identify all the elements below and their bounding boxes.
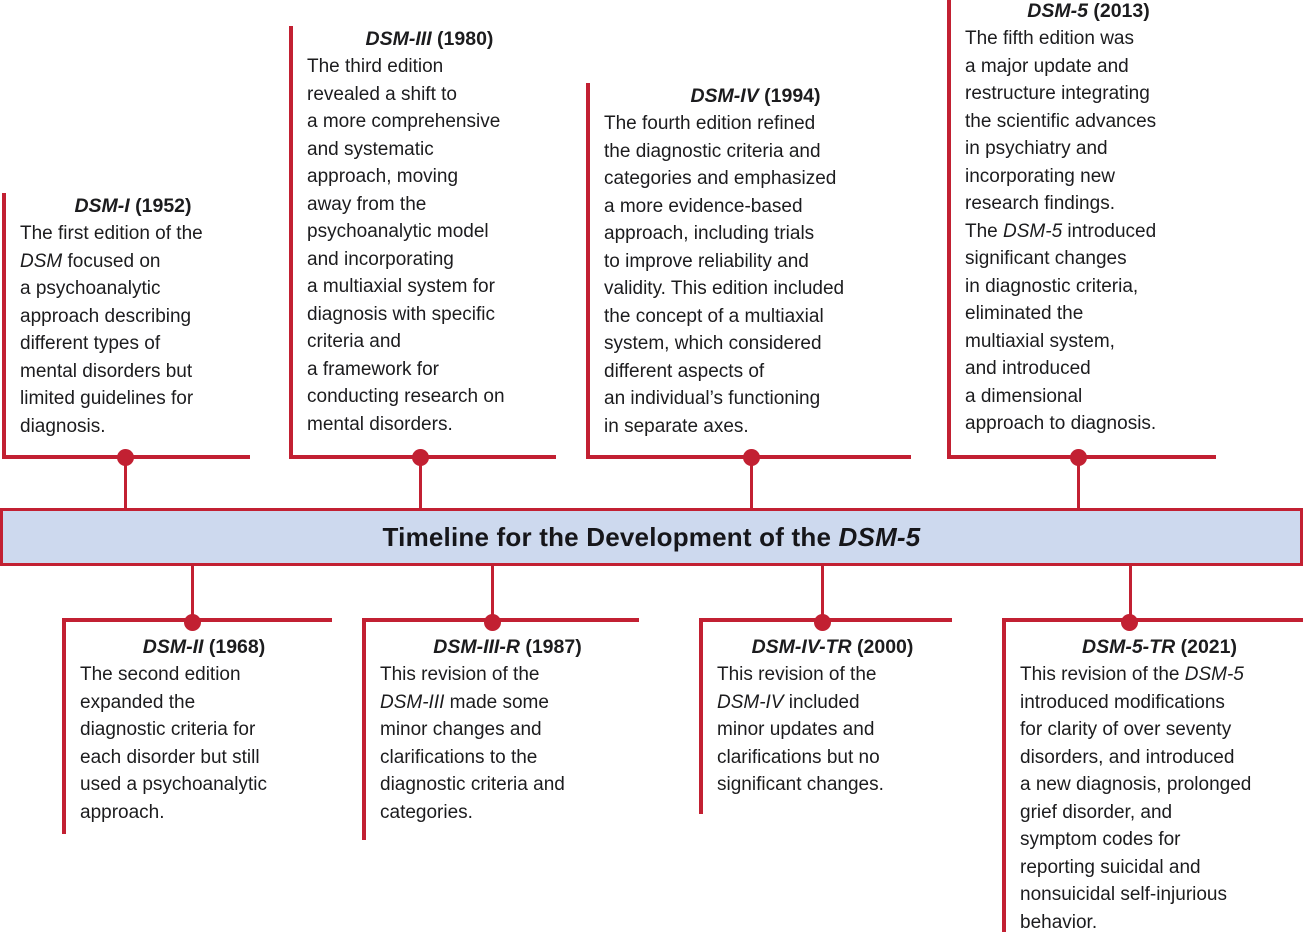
entry-title: DSM-5 (2013) (1027, 0, 1150, 22)
entry-body: This revision of the DSM-5 introduced modifications for clarity of over seventy disorders, and introduced a new diagnosis, prolonged grief disorder, and symptom codes for reporting suicidal and nonsuicidal self-injurious behavior. (1020, 664, 1252, 933)
timeline-dot (743, 449, 760, 466)
timeline-dot (412, 449, 429, 466)
timeline-dot (117, 449, 134, 466)
timeline-entry-dsm-i (2, 193, 250, 459)
banner-title: Timeline for the Development of the DSM-5 (382, 521, 921, 552)
connector-line (191, 563, 194, 621)
timeline-entry-dsm-5-tr (1002, 618, 1303, 932)
timeline-entry-dsm-iii-r (362, 618, 639, 840)
entry-body: This revision of the DSM-III made some minor changes and clarifications to the diagnostic criteria and categories. (380, 664, 565, 823)
connector-line (491, 563, 494, 621)
entry-title: DSM-I (1952) (74, 195, 192, 217)
timeline-entry-dsm-iii (289, 26, 556, 459)
timeline-entry-dsm-ii (62, 618, 332, 834)
timeline-dot (1070, 449, 1087, 466)
entry-title: DSM-5-TR (2021) (1082, 636, 1237, 658)
entry-body: The fifth edition was a major update and restructure integrating the scientific advances in psychiatry and incorporating new research findings. The DSM-5 introduced significant changes in diagnostic criteria, eliminated the multiaxial system, and introduced a dimensional approach to diagnosis. (965, 28, 1157, 434)
entry-title: DSM-III-R (1987) (433, 636, 582, 658)
timeline-entry-dsm-iv-tr (699, 618, 952, 814)
entry-title: DSM-IV-TR (2000) (751, 636, 914, 658)
entry-title: DSM-II (1968) (142, 636, 266, 658)
entry-title: DSM-IV (1994) (690, 85, 821, 107)
entry-title: DSM-III (1980) (365, 28, 494, 50)
timeline-banner (0, 508, 1303, 566)
entry-body: This revision of the DSM-IV included minor updates and clarifications but no significant changes. (717, 664, 884, 795)
entry-body: The second edition expanded the diagnostic criteria for each disorder but still used a psychoanalytic approach. (80, 664, 267, 823)
connector-line (1129, 563, 1132, 621)
timeline-entry-dsm-5 (947, 0, 1216, 459)
entry-body: The first edition of the DSM focused on a psychoanalytic approach describing different types of mental disorders but limited guidelines for diagnosis. (20, 223, 203, 437)
timeline-entry-dsm-iv (586, 83, 911, 459)
connector-line (821, 563, 824, 621)
entry-body: The fourth edition refined the diagnostic criteria and categories and emphasized a more evidence-based approach, including trials to improve reliability and validity. This edition included the concept of a multiaxial system, which considered different aspects of an individual’s functioning in separate axes. (604, 113, 845, 437)
entry-body: The third edition revealed a shift to a more comprehensive and systematic approach, moving away from the psychoanalytic model and incorporating a multiaxial system for diagnosis with specific criteria and a framework for conducting research on mental disorders. (307, 56, 505, 435)
